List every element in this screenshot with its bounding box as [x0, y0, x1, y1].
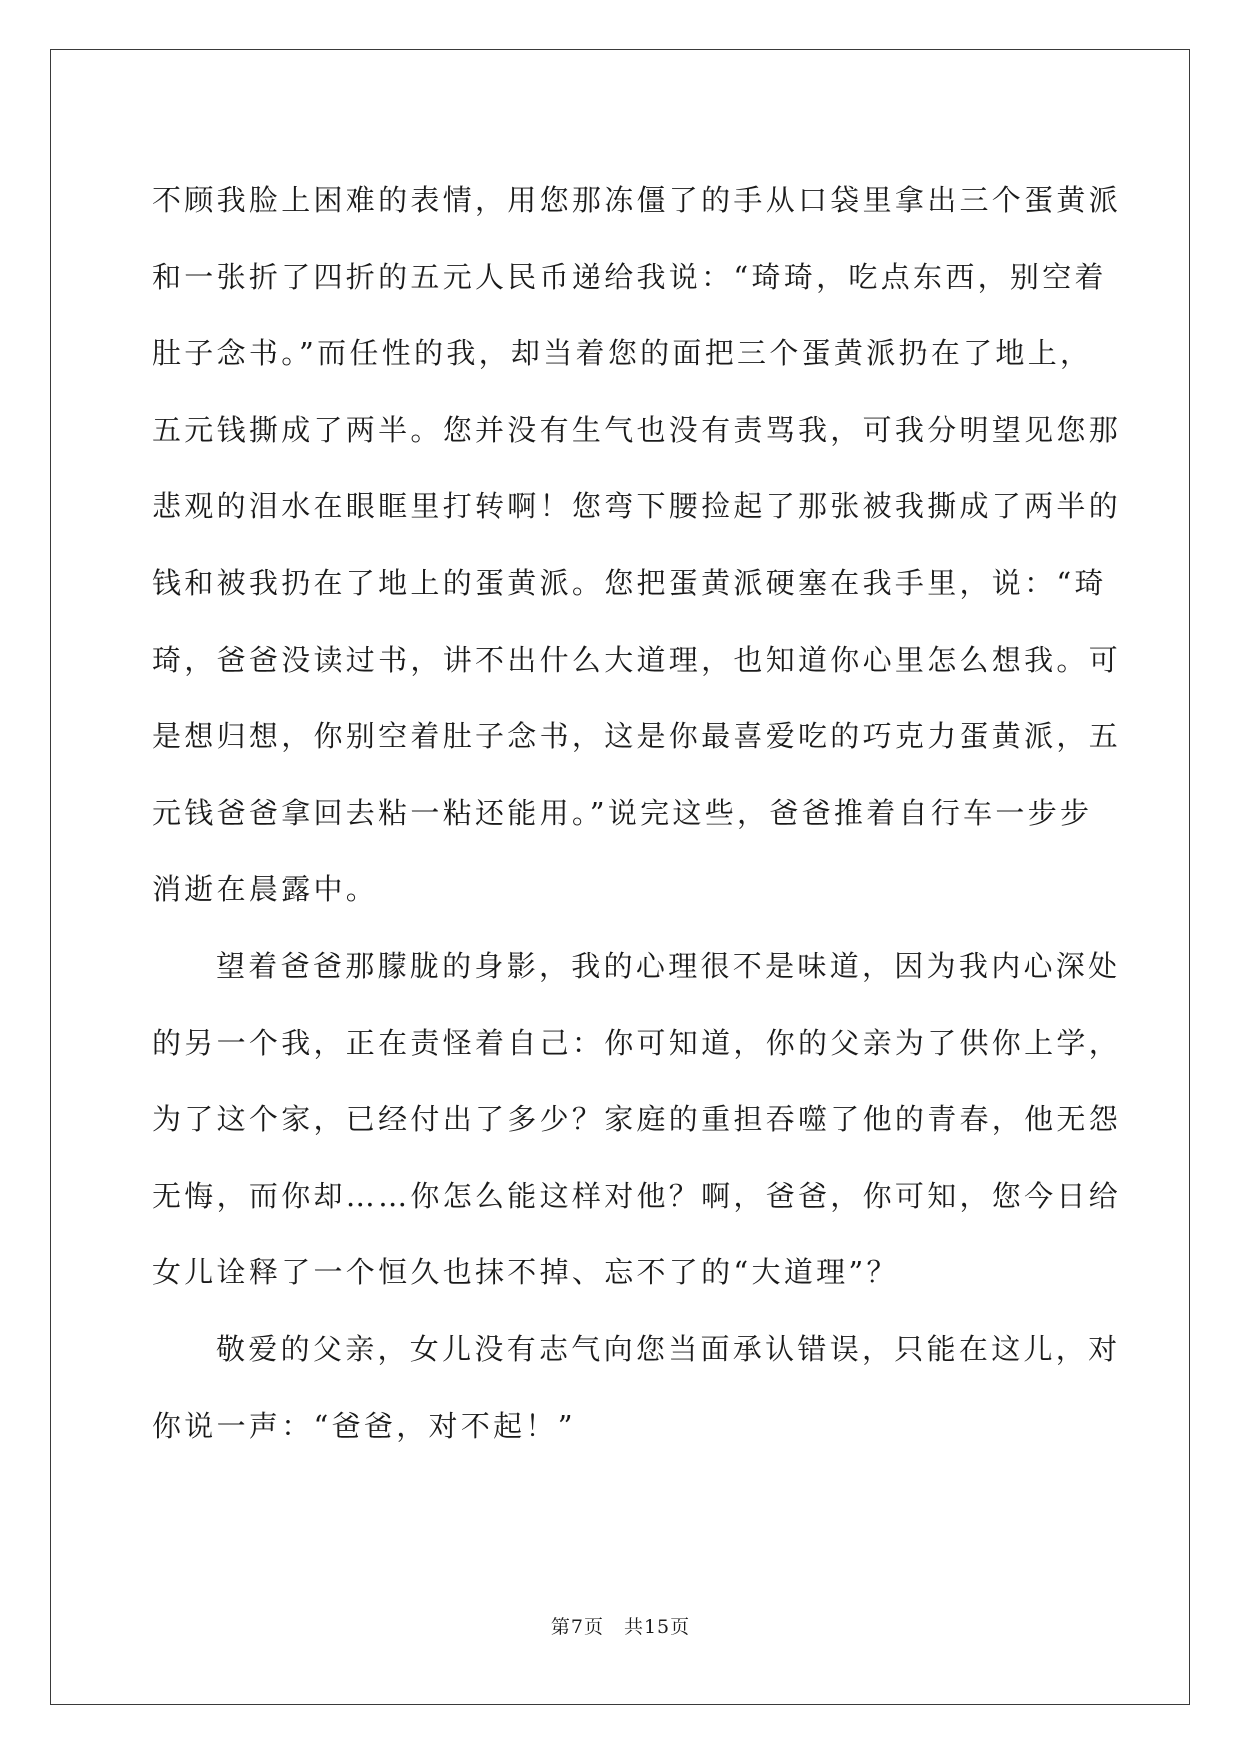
text-line-6: 钱和被我扔在了地上的蛋黄派。您把蛋黄派硬塞在我手里，说：“琦 — [152, 565, 1107, 600]
text-line-17: 你说一声：“爸爸，对不起！” — [152, 1408, 576, 1443]
text-line-15: 女儿诠释了一个恒久也抹不掉、忘不了的“大道理”？ — [152, 1255, 899, 1290]
text-line-12: 的另一个我，正在责怪着自己：你可知道，你的父亲为了供你上学， — [152, 1025, 1122, 1060]
text-line-5: 悲观的泪水在眼眶里打转啊！您弯下腰捡起了那张被我撕成了两半的 — [152, 489, 1122, 524]
text-line-14: 无悔，而你却……你怎么能这样对他？啊，爸爸，你可知，您今日给 — [152, 1178, 1122, 1213]
page-number: 第7页 — [550, 1616, 604, 1638]
document-body — [152, 162, 1122, 1464]
text-line-11: 望着爸爸那朦胧的身影，我的心理很不是味道，因为我内心深处 — [216, 948, 1121, 983]
text-line-1: 不顾我脸上困难的表情，用您那冻僵了的手从口袋里拿出三个蛋黄派 — [152, 183, 1122, 217]
text-line-3: 肚子念书。”而任性的我，却当着您的面把三个蛋黄派扔在了地上， — [152, 336, 1093, 371]
text-line-7: 琦，爸爸没读过书，讲不出什么大道理，也知道你心里怎么想我。可 — [152, 642, 1122, 677]
text-line-9: 元钱爸爸拿回去粘一粘还能用。”说完这些，爸爸推着自行车一步步 — [152, 795, 1093, 830]
text-line-13: 为了这个家，已经付出了多少？家庭的重担吞噬了他的青春，他无怨 — [152, 1102, 1122, 1137]
text-line-2: 和一张折了四折的五元人民币递给我说：“琦琦，吃点东西，别空着 — [152, 259, 1107, 294]
text-line-8: 是想归想，你别空着肚子念书，这是你最喜爱吃的巧克力蛋黄派，五 — [152, 719, 1122, 754]
text-line-10: 消逝在晨露中。 — [152, 872, 379, 907]
page-footer — [0, 1612, 1241, 1639]
text-line-4: 五元钱撕成了两半。您并没有生气也没有责骂我，可我分明望见您那 — [152, 412, 1122, 447]
text-line-16: 敬爱的父亲，女儿没有志气向您当面承认错误，只能在这儿，对 — [216, 1331, 1121, 1366]
page-total: 共15页 — [623, 1616, 691, 1638]
